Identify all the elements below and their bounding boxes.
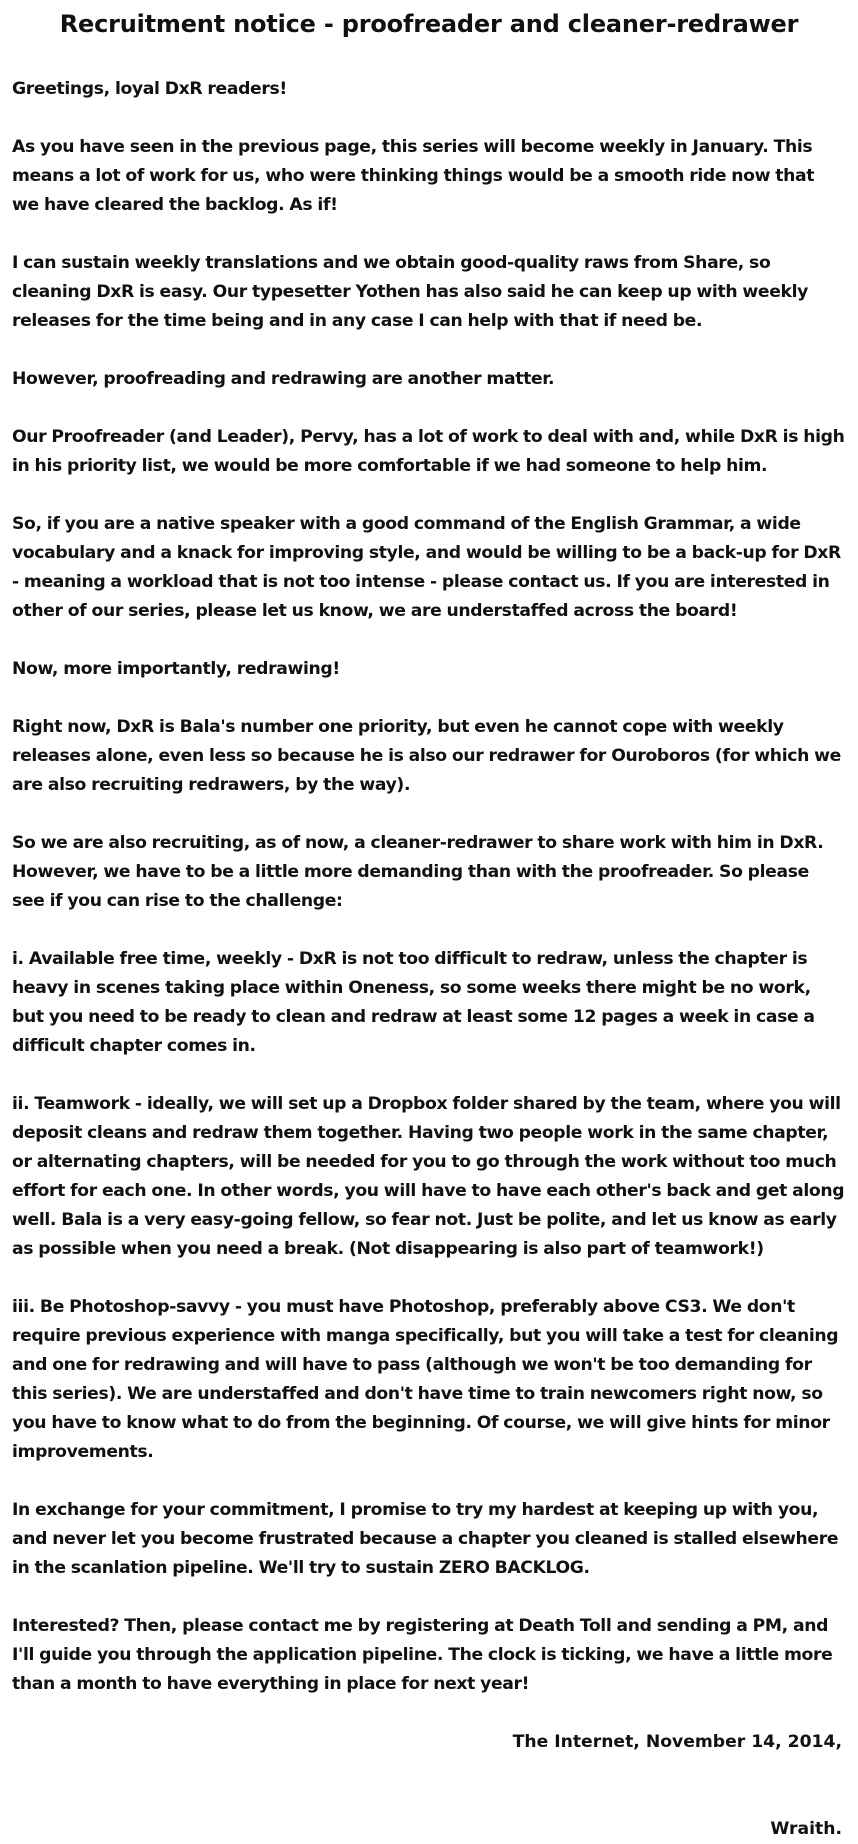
weekly-announcement-paragraph: As you have seen in the previous page, this series will become weekly in January. This means a lot of work for us, who were thinking things would be a smooth ride now that we have cleared the backlog. As if!	[12, 137, 815, 215]
requirement-free-time-paragraph: i. Available free time, weekly - DxR is not too difficult to redraw, unless the chapter is heavy in scenes taking place within Oneness, so some weeks there might be no work, but you need to be ready to clean and redraw at least some 12 pages a week in case a difficult chapter comes in.	[12, 949, 815, 1056]
proofreader-call-paragraph: So, if you are a native speaker with a good command of the English Grammar, a wide vocabulary and a knack for improving style, and would be willing to be a back-up for DxR - meaning a workload that is not too intense - please contact us. If you are interested in other of our series, please let us know, we are understaffed across the board!	[12, 514, 841, 621]
page-title: Recruitment notice - proofreader and cleaner-redrawer	[59, 10, 799, 38]
date-line: The Internet, November 14, 2014,	[512, 1732, 842, 1752]
translation-status-paragraph: I can sustain weekly translations and we obtain good-quality raws from Share, so cleaning DxR is easy. Our typesetter Yothen has also said he can keep up with weekly releases for the time being and in any case I can help with that if need be.	[12, 253, 808, 331]
redrawer-priority-paragraph: Right now, DxR is Bala's number one priority, but even he cannot cope with weekly releases alone, even less so because he is also our redrawer for Ouroboros (for which we are also recruiting redrawers, by the way).	[12, 717, 841, 795]
cleaner-redrawer-call-paragraph: So we are also recruiting, as of now, a cleaner-redrawer to share work with him in DxR. However, we have to be a little more demanding than with the proofreader. So please see if you can rise to the challenge:	[12, 833, 824, 911]
signature: Wraith.	[770, 1819, 842, 1839]
contact-paragraph: Interested? Then, please contact me by registering at Death Toll and sending a PM, and I'll guide you through the application pipeline. The clock is ticking, we have a little more than a month to have everything in place for next year!	[12, 1616, 833, 1694]
greeting-paragraph: Greetings, loyal DxR readers!	[12, 79, 287, 99]
proofreading-redrawing-paragraph: However, proofreading and redrawing are another matter.	[12, 369, 555, 389]
redrawing-heading-paragraph: Now, more importantly, redrawing!	[12, 659, 340, 679]
notice-body	[12, 75, 846, 1699]
requirement-photoshop-paragraph: iii. Be Photoshop-savvy - you must have Photoshop, preferably above CS3. We don't require previous experience with manga specifically, but you will take a test for cleaning and one for redrawing and will have to pass (although we won't be too demanding for this series). We are understaffed and don't have time to train newcomers right now, so you have to know what to do from the beginning. Of course, we will give hints for minor improvements.	[12, 1297, 839, 1462]
commitment-paragraph: In exchange for your commitment, I promise to try my hardest at keeping up with you, and never let you become frustrated because a chapter you cleaned is stalled elsewhere in the scanlation pipeline. We'll try to sustain ZERO BACKLOG.	[12, 1500, 839, 1578]
requirement-teamwork-paragraph: ii. Teamwork - ideally, we will set up a Dropbox folder shared by the team, where you will deposit cleans and redraw them together. Having two people work in the same chapter, or alternating chapters, will be needed for you to go through the work without too much effort for each one. In other words, you will have to have each other's back and get along well. Bala is a very easy-going fellow, so fear not. Just be polite, and let us know as early as possible when you need a break. (Not disappearing is also part of teamwork!)	[12, 1094, 845, 1259]
proofreader-leader-paragraph: Our Proofreader (and Leader), Pervy, has a lot of work to deal with and, while DxR is high in his priority list, we would be more comfortable if we had someone to help him.	[12, 427, 845, 476]
